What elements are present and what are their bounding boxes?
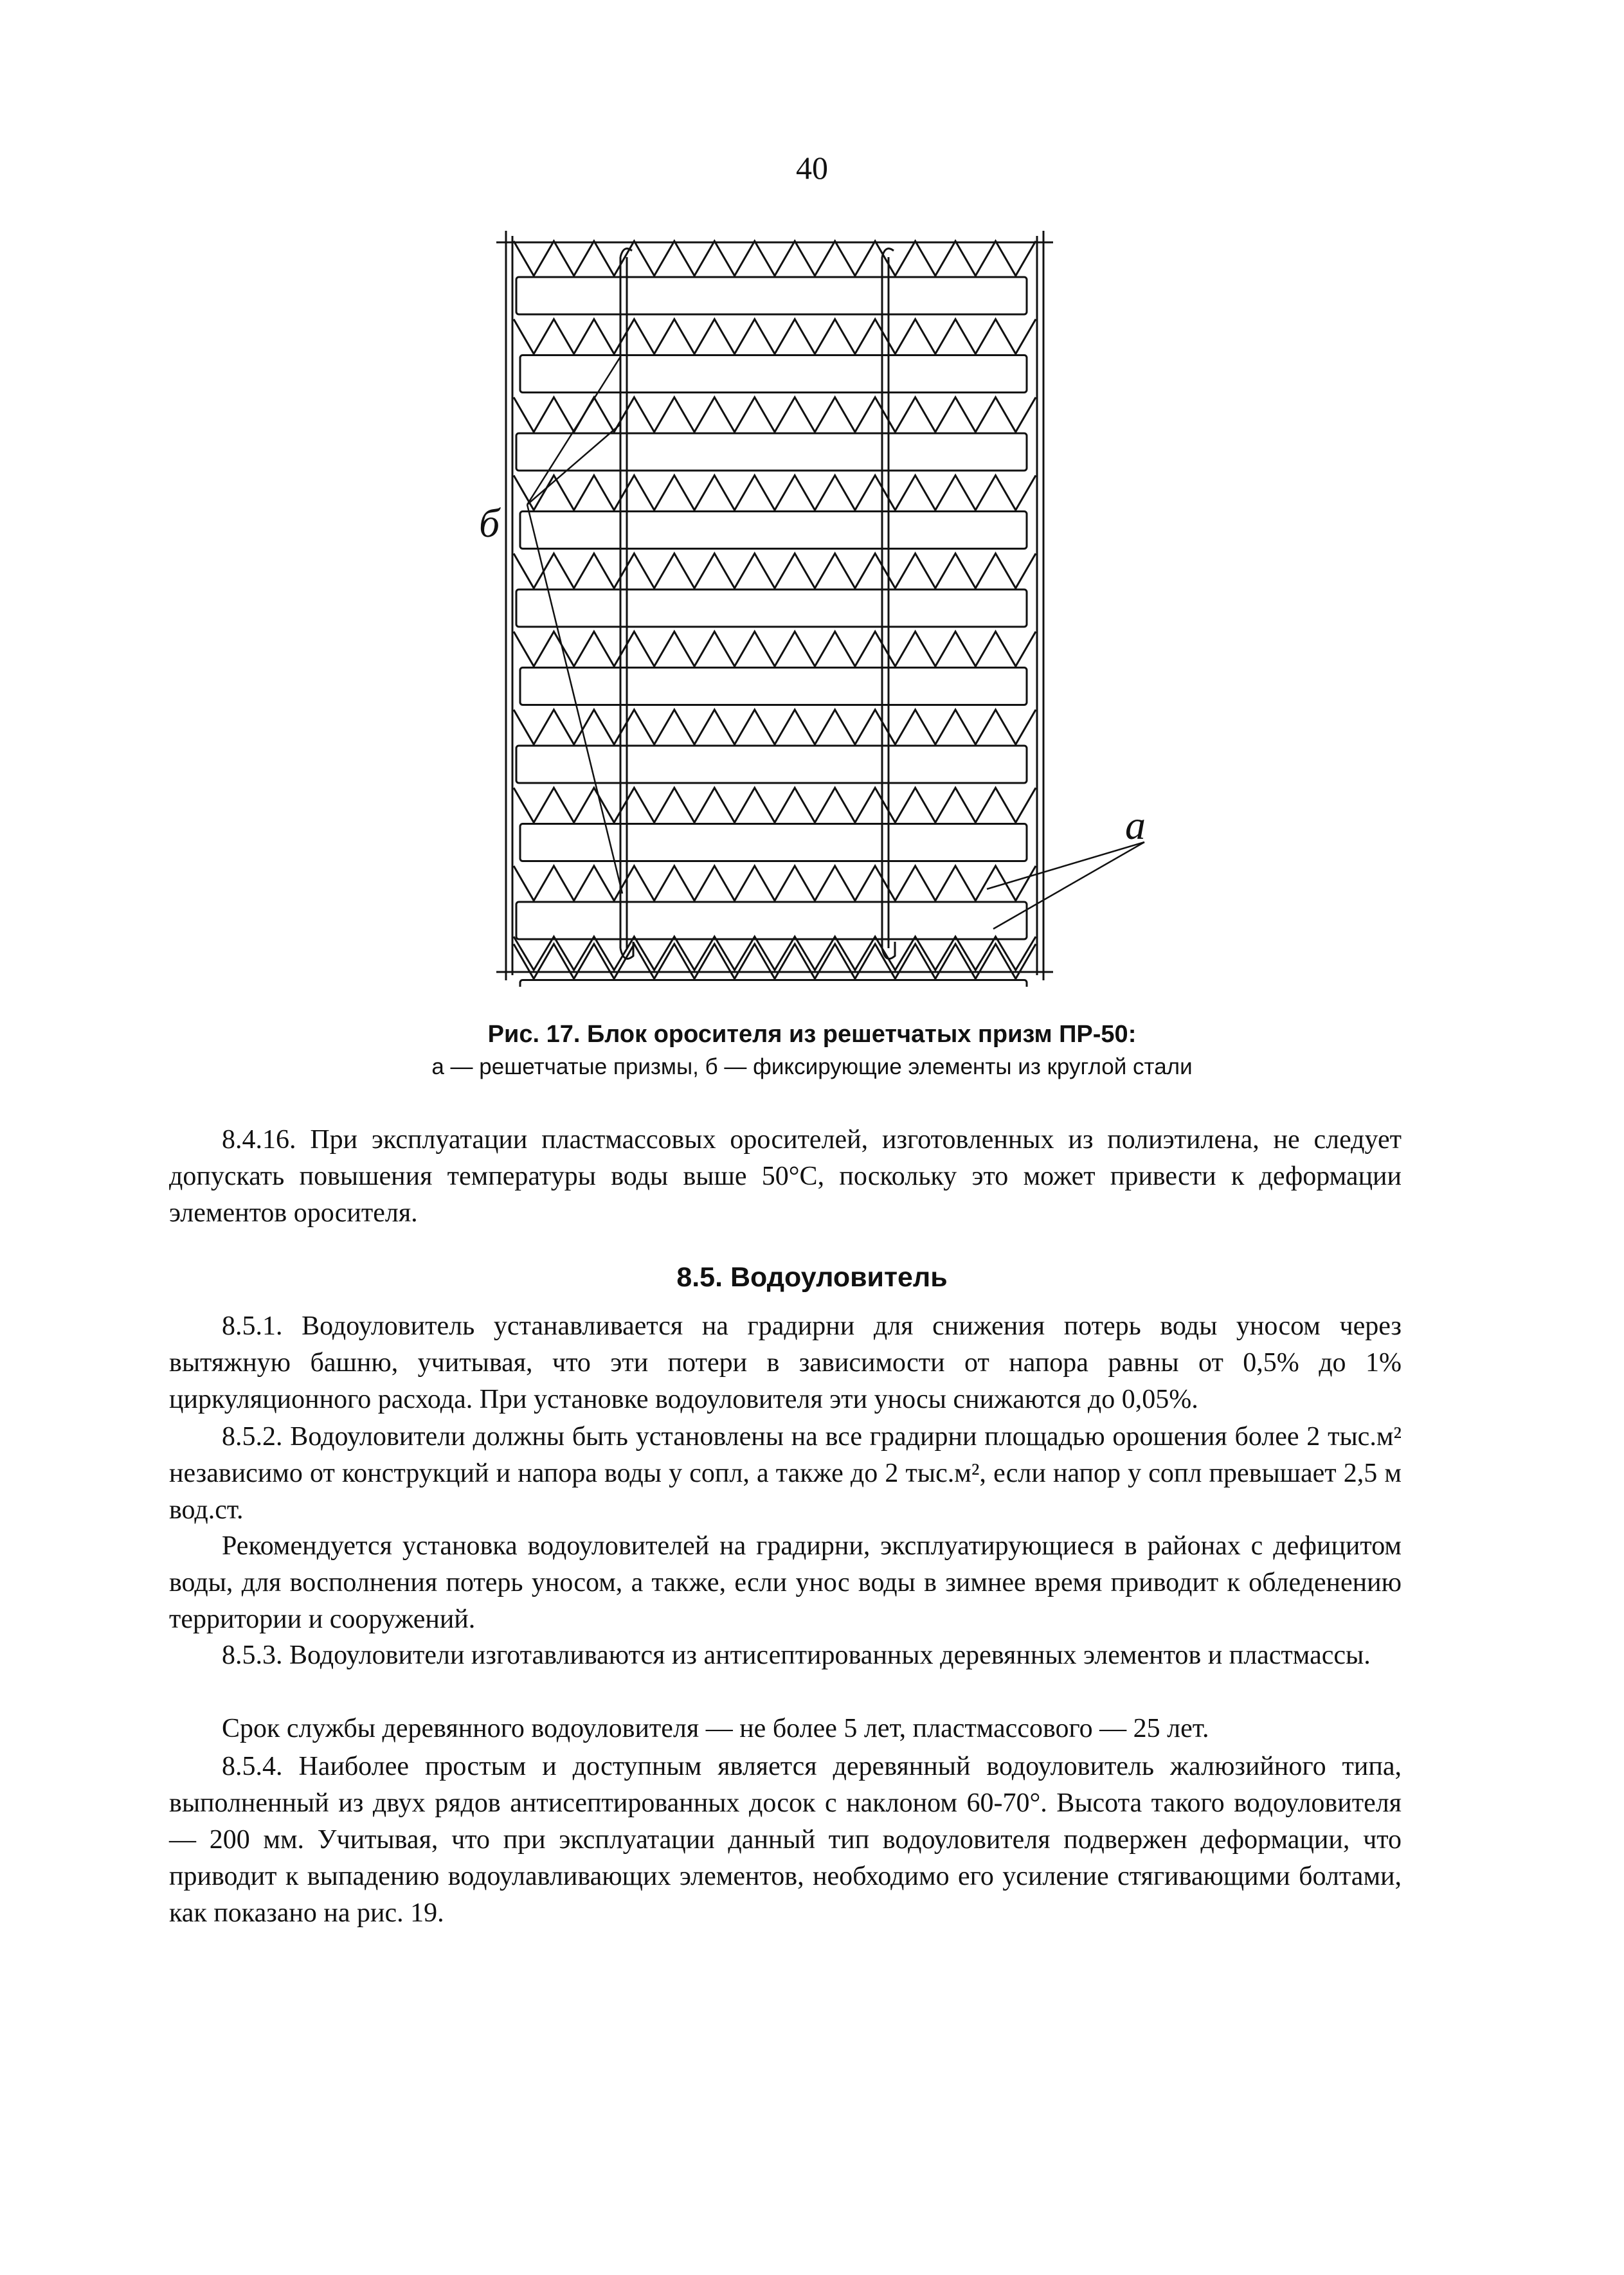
paragraph-recommendation: Рекомендуется установка водоуловителей на градирни, эксплуатирующиеся в районах с дефицитом воды, для восполнения потерь уносом, а также, если унос воды в зимнее время приводит к обледенению территории и сооружений. — [169, 1531, 1402, 1634]
prism-bar — [516, 746, 1027, 783]
prism-bar — [520, 824, 1027, 861]
prism-bar — [520, 355, 1027, 393]
zigzag-row — [514, 632, 1036, 667]
page-number: 40 — [796, 150, 828, 186]
prism-bar — [516, 589, 1027, 627]
paragraph-8-4-16: 8.4.16. При эксплуатации пластмассовых оросителей, изготовленных из полиэтилена, не следует допускать повышения температуры воды выше 50°С, поскольку это может привести к деформации элементов оросителя. — [169, 1125, 1402, 1228]
prism-bar — [520, 668, 1027, 705]
paragraph-8-5-3: 8.5.3. Водоуловители изготавливаются из антисептированных деревянных элементов и пластмассы. — [222, 1641, 1371, 1670]
lattice-prisms-zigzag — [514, 241, 1036, 979]
zigzag-row — [514, 241, 1036, 276]
zigzag-row-bottom — [514, 937, 1036, 970]
figure-17 — [463, 228, 1209, 987]
figure-label-b: б — [479, 500, 500, 546]
figure-caption-title: Рис. 17. Блок оросителя из решетчатых призм ПР-50: — [487, 1021, 1137, 1048]
sprinkler-block-drawing — [463, 228, 1209, 987]
leader-line-a — [987, 842, 1144, 889]
zigzag-row — [514, 553, 1036, 588]
figure-caption-description: а — решетчатые призмы, б — фиксирующие элементы из круглой стали — [431, 1054, 1193, 1079]
prism-bar — [516, 277, 1027, 314]
zigzag-row — [514, 788, 1036, 823]
prism-bar — [520, 980, 1027, 987]
leader-line-b — [527, 424, 620, 505]
zigzag-row — [514, 710, 1036, 744]
prism-bar — [516, 902, 1027, 939]
section-heading: 8.5. Водоуловитель — [676, 1262, 948, 1293]
leader-line-b — [527, 357, 620, 505]
zigzag-row — [514, 476, 1036, 510]
paragraph-service-life: Срок службы деревянного водоуловителя — не более 5 лет, пластмассового — 25 лет. — [222, 1714, 1209, 1743]
zigzag-row — [514, 319, 1036, 354]
leader-line-a — [993, 842, 1144, 929]
figure-label-a: а — [1125, 802, 1146, 848]
prism-bar — [516, 433, 1027, 471]
paragraph-8-5-1: 8.5.1. Водоуловитель устанавливается на градирни для снижения потерь воды уносом через вытяжную башню, учитывая, что эти потери в зависимости от напора равны от 0,5% до 1% циркуляционного расхода. При установке водоуловителя эти уносы снижаются до 0,05%. — [169, 1311, 1402, 1414]
paragraph-8-5-2: 8.5.2. Водоуловители должны быть установлены на все градирни площадью орошения более 2 тыс.м² независимо от конструкций и напора воды у сопл, а также до 2 тыс.м², если напор у сопл превышает 2,5 м вод.ст. — [169, 1422, 1402, 1525]
prism-bar — [520, 512, 1027, 549]
paragraph-8-5-4: 8.5.4. Наиболее простым и доступным является деревянный водоуловитель жалюзийного типа, выполненный из двух рядов антисептированных досок с наклоном 60-70°. Высота такого водоуловителя — 200 мм. Учитывая, что при эксплуатации данный тип водоуловителя подвержен деформации, что приводит к выпадению водоулавливающих элементов, необходимо его усиление стягивающими болтами, как показано на рис. 19. — [169, 1752, 1402, 1928]
zigzag-row — [514, 944, 1036, 979]
zigzag-row — [514, 866, 1036, 901]
leader-line-b — [527, 505, 622, 894]
